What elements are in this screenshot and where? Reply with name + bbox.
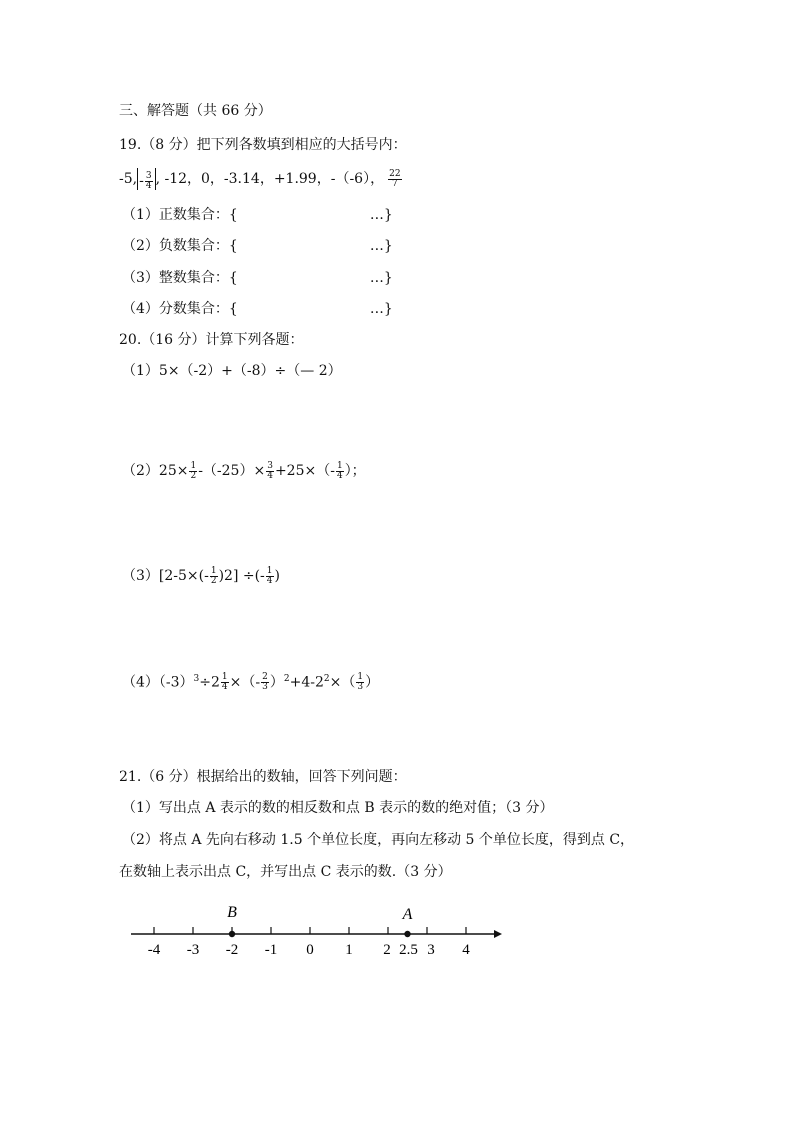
tick-label: 2.5 — [399, 942, 418, 958]
q20-part1: （1）5×（-2）+（-8）÷（— 2） — [122, 363, 342, 379]
arrow-right-icon — [494, 930, 502, 938]
fraction: $\frac{1}{4}$ — [221, 672, 228, 693]
tick-group — [148, 927, 471, 958]
q21-part1: （1）写出点 A 表示的数的相反数和点 B 表示的数的绝对值；（3 分） — [122, 800, 554, 816]
fraction: $\frac{3}{4}$ — [267, 460, 273, 481]
tick-label: 4 — [462, 942, 470, 958]
fraction: $\frac{1}{3}$ — [357, 672, 364, 693]
fraction: $\frac{1}{2}$ — [190, 460, 197, 481]
set-negative: （2）负数集合：{ …} — [122, 238, 393, 254]
point-a-marker — [404, 931, 410, 937]
q19-header: 19.（8 分）把下列各数填到相应的大括号内： — [119, 137, 407, 153]
tick-label: -1 — [264, 942, 278, 958]
point-b-marker — [229, 931, 235, 937]
tick-label: -3 — [186, 942, 200, 958]
q20-part3: （3）[2-5×(- $\frac{1}{2}$ )2] ÷(- $\frac{1}{4}$ ) — [122, 565, 280, 586]
q19-num-b: , -12，0，-3.14，+1.99，-（-6）， — [155, 171, 385, 187]
q21-part2-line1: （2）将点 A 先向右移动 1.5 个单位长度，再向左移动 5 个单位长度，得到点 C， — [122, 832, 635, 848]
tick-label: -2 — [225, 942, 239, 958]
fraction: $\frac{1}{2}$ — [210, 565, 217, 586]
q20-part4: $(4)(-3)^3\div 2$ $\frac{1}{4}$ ×（- $\frac{2}{3}$ ）$^2+4-2^2\times$（ $\frac{1}{3}$ ） — [122, 672, 380, 693]
section-title: 三、解答题（共 66 分） — [119, 103, 272, 119]
tick-label: 1 — [345, 942, 353, 958]
tick-label: -4 — [147, 942, 161, 958]
abs-value: - $\frac{3}{4}$ — [137, 168, 155, 190]
q19-number-list — [119, 166, 403, 192]
q19-num-a: -5, — [119, 171, 138, 187]
q21-header: 21.（6 分）根据给出的数轴，回答下列问题： — [119, 769, 407, 785]
set-positive: （1）正数集合：{ …} — [122, 207, 393, 223]
point-b-label: B — [227, 904, 237, 921]
q20-header: 20.（16 分）计算下列各题： — [119, 332, 304, 348]
set-integer: （3）整数集合：{ …} — [122, 270, 393, 286]
q20-part2: （2）25× $\frac{1}{2}$ -（-25）× $\frac{3}{4}$ +25×（- $\frac{1}{4}$ ）； — [122, 460, 366, 481]
fraction: $\frac{3}{4}$ — [145, 170, 152, 191]
tick-label: 3 — [427, 942, 435, 958]
fraction: $\frac{1}{4}$ — [336, 460, 343, 481]
fraction: $\frac{2}{3}$ — [262, 672, 268, 693]
q21-part2-line2: 在数轴上表示出点 C，并写出点 C 表示的数.（3 分） — [119, 864, 452, 880]
tick-label: 2 — [383, 942, 391, 958]
fraction-22-7: $\frac{22}{7}$ — [389, 168, 401, 189]
tick-label: 0 — [306, 942, 314, 958]
number-line — [126, 896, 506, 962]
set-fraction: （4）分数集合：{ …} — [122, 301, 393, 317]
point-a-label: A — [402, 906, 413, 923]
fraction: $\frac{1}{4}$ — [266, 565, 273, 586]
